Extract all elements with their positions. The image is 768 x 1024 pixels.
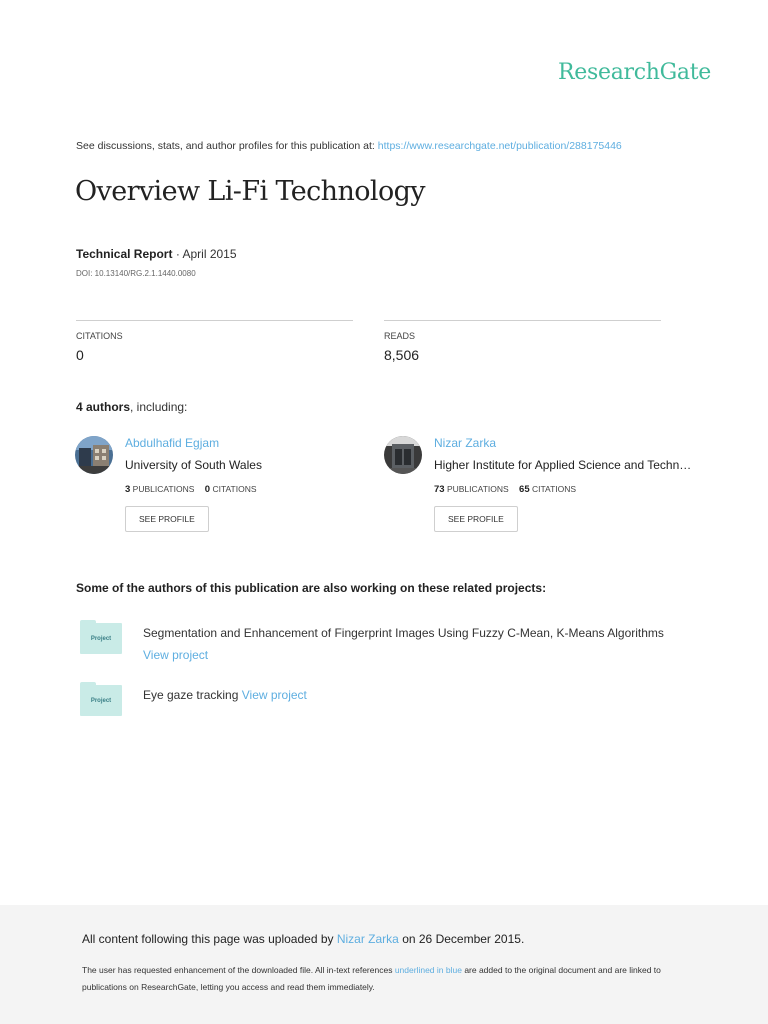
author-citations-count: 0 — [204, 484, 211, 495]
reads-value: 8,506 — [384, 347, 420, 363]
see-discussions-line — [76, 140, 622, 152]
author-name-link[interactable]: Abdulhafid Egjam — [125, 436, 220, 450]
author-photo-icon — [384, 436, 422, 474]
upload-footer — [0, 905, 768, 1024]
citations-stat — [76, 320, 353, 363]
enhancement-note — [82, 962, 682, 996]
reads-stat — [384, 320, 661, 363]
view-project-link[interactable]: View project — [143, 648, 209, 662]
author-photo-icon — [75, 436, 113, 474]
project-text — [143, 622, 693, 666]
author-counts — [125, 484, 385, 495]
author-institution: Higher Institute for Applied Science and Techn… — [434, 458, 692, 472]
citations-label: CITATIONS — [76, 331, 123, 341]
see-profile-button[interactable]: SEE PROFILE — [125, 506, 209, 532]
author-citations-label: CITATIONS — [532, 484, 577, 494]
uploaded-prefix: All content following this page was uploaded by — [82, 932, 334, 946]
researchgate-logo[interactable]: ResearchGate — [558, 60, 711, 85]
project-title: Segmentation and Enhancement of Fingerprint Images Using Fuzzy C-Mean, K-Means Algorithms — [143, 626, 664, 640]
publication-date: · April 2015 — [175, 247, 237, 261]
publication-doi: DOI: 10.13140/RG.2.1.1440.0080 — [76, 269, 196, 278]
project-text — [143, 684, 693, 706]
uploaded-suffix: on 26 December 2015. — [402, 932, 525, 946]
publication-title: Overview Li-Fi Technology — [75, 176, 425, 207]
view-project-link[interactable]: View project — [241, 688, 307, 702]
uploader-link[interactable]: Nizar Zarka — [336, 932, 399, 946]
author-publications-count: 3 — [125, 484, 131, 495]
author-counts — [434, 484, 694, 495]
project-folder-icon — [80, 682, 122, 716]
project-badge: Project — [80, 685, 122, 716]
citations-value: 0 — [76, 347, 84, 363]
author-citations-count: 65 — [519, 484, 530, 495]
note-prefix: The user has requested enhancement of the downloaded file. All in-text references — [82, 965, 393, 975]
note-suffix: are added to the original document and are linked to publications on ResearchGate, letting you access and read them immediately. — [82, 965, 661, 992]
see-profile-button[interactable]: SEE PROFILE — [434, 506, 518, 532]
publication-meta — [76, 247, 237, 261]
authors-including: , including: — [130, 400, 188, 414]
uploaded-by-line — [82, 932, 524, 946]
authors-count: 4 authors — [76, 400, 131, 414]
see-discussions-text: See discussions, stats, and author profiles for this publication at: — [76, 140, 375, 152]
related-projects-heading: Some of the authors of this publication are also working on these related projects: — [76, 581, 547, 595]
authors-heading — [76, 400, 187, 414]
project-badge: Project — [80, 623, 122, 654]
reads-label: READS — [384, 331, 416, 341]
author-avatar[interactable] — [384, 436, 422, 474]
author-publications-label: PUBLICATIONS — [132, 484, 195, 494]
underlined-in-blue-link[interactable]: underlined in blue — [394, 965, 462, 975]
author-institution: University of South Wales — [125, 458, 262, 472]
project-title: Eye gaze tracking — [143, 688, 239, 702]
author-citations-label: CITATIONS — [212, 484, 257, 494]
author-avatar[interactable] — [75, 436, 113, 474]
author-publications-label: PUBLICATIONS — [446, 484, 509, 494]
author-name-link[interactable]: Nizar Zarka — [434, 436, 497, 450]
author-publications-count: 73 — [434, 484, 445, 495]
project-folder-icon — [80, 620, 122, 654]
publication-type: Technical Report — [76, 247, 173, 261]
publication-url-link[interactable]: https://www.researchgate.net/publication/288175446 — [377, 140, 622, 152]
